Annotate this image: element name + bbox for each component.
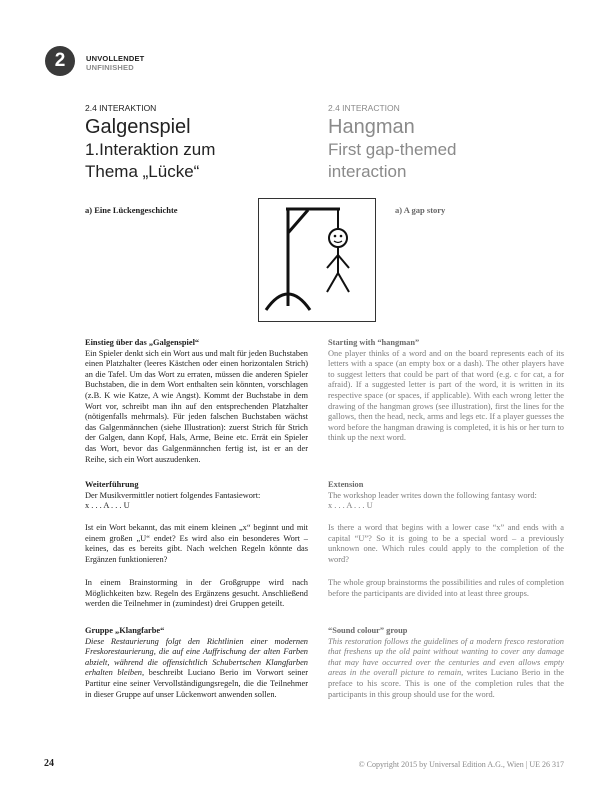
- de-quote-rest: beschreibt Luciano Berio im Vorwort seiner Partitur eine seiner Vervollständigungsregeln, die die Teilnehmer in dieser Gruppe auf unser Lückenwort anwenden sollen.: [85, 668, 308, 699]
- de-intro-block: [85, 338, 308, 465]
- page-title-de: [85, 116, 215, 183]
- chapter-number-badge: 2: [45, 46, 75, 76]
- chapter-label: [86, 54, 144, 72]
- page-title-en: [328, 116, 457, 183]
- chapter-label-de: UNVOLLENDET: [86, 54, 145, 63]
- de-paragraph-question: Ist ein Wort bekannt, das mit einem kleinen „x“ beginnt und mit einem großen „U“ endet? Es wird also ein besonderes Wort – keines, das es bereits gibt. Nach welchen Regeln könnte das Ergänzen funktionieren?: [85, 523, 308, 564]
- page-number: 24: [44, 758, 54, 769]
- section-label-de: 2.4 INTERAKTION: [85, 103, 157, 113]
- en-group-block: [328, 626, 564, 700]
- en-fantasy-word: x . . . A . . . U: [328, 501, 373, 511]
- de-brainstorm-block: [85, 578, 308, 610]
- title-en-line2: First gap-themed: [328, 140, 457, 159]
- en-paragraph-group: [328, 637, 564, 701]
- hangman-eye-right: [340, 235, 343, 238]
- story-label-de: a) Eine Lückengeschichte: [85, 205, 178, 215]
- de-quote-italic: Diese Restaurierung folgt den Richtlinien einer modernen Freskorestaurierung, die auf eine Auffrischung der alten Farben abzielt, während die offensichtlich Schubertschen Klangfarben erhalten bleiben,: [85, 636, 308, 678]
- de-extension-block: [85, 480, 308, 512]
- en-paragraph-question: Is there a word that begins with a lower case “x” and ends with a capital “U”? So it is going to be a special word – a previously unknown one. Which rules could apply to the completion of the word?: [328, 523, 564, 564]
- de-question-block: [85, 523, 308, 565]
- de-heading-group: Gruppe „Klangfarbe“: [85, 626, 165, 635]
- de-fantasy-word: x . . . A . . . U: [85, 501, 130, 511]
- en-quote-italic: This restoration follows the guidelines of a modern fresco restoration that freshens up the old paint without wanting to cover any damage that may have occurred over the centuries and even allows empty areas in the overall picture to remain,: [328, 636, 564, 678]
- de-group-block: [85, 626, 308, 700]
- de-heading-extension: Weiterführung: [85, 480, 139, 489]
- copyright-notice: © Copyright 2015 by Universal Edition A.G., Wien | UE 26 317: [358, 760, 564, 769]
- de-paragraph-brainstorm: In einem Brainstorming in der Großgruppe wird nach Möglichkeiten bzw. Regeln des Ergänzens gesucht. Anschließend werden die Teilnehmer in (zumindest) drei Gruppen geteilt.: [85, 578, 308, 609]
- section-label-en: 2.4 INTERACTION: [328, 103, 400, 113]
- title-de-line3: Thema „Lücke“: [85, 162, 200, 181]
- en-paragraph-intro: One player thinks of a word and on the board represents each of its letters with a space (an empty box or a dash). The other players have to suggest letters that could be part of that word (e.g. c for cat, a for afraid). If a suggested letter is part of the word, it is written in its respective space (or spaces, if applicable). With each wrong letter the drawing of the hangman grows (see illustration), first the lines for the gallows, then the head, neck, arms and legs etc. If a player guesses the word before the hangman drawing is completed, it is his or her turn to think up the next word.: [328, 348, 564, 443]
- en-question-block: [328, 523, 564, 565]
- en-paragraph-extension: The workshop leader writes down the following fantasy word:: [328, 490, 537, 500]
- en-quote-rest: writes Luciano Berio in the preface to his score. This is one of the completion rules that the participants in this group should use for the word.: [328, 668, 565, 699]
- en-intro-block: [328, 338, 564, 444]
- en-brainstorm-block: [328, 578, 564, 599]
- title-en-line3: interaction: [328, 162, 407, 181]
- en-heading-extension: Extension: [328, 480, 364, 489]
- de-paragraph-extension: Der Musikvermittler notiert folgendes Fantasiewort:: [85, 490, 261, 500]
- title-de-main: Galgenspiel: [85, 116, 191, 138]
- de-paragraph-intro: Ein Spieler denkt sich ein Wort aus und malt für jeden Buchstaben einen Platzhalter (leeres Kästchen oder einen horizontalen Strich) an die Tafel. Um das Wort zu erraten, müssen die anderen Spieler Buchstaben, die in dem Wort enthalten sein könnten, vorschlagen (z.B. K wie Katze, A wie Angst). Kommt der Buchstabe in dem Wort vor, schreibt man ihn auf den entsprechenden Platzhalter (nötigenfalls mehrmals). Für jeden falschen Buchstaben wächst das Galgenmännchen (siehe Illustration): zuerst Strich für Strich der Galgen, dann Kopf, Hals, Arme, Beine etc. Errät ein Spieler das Wort, bevor das Galgenmännchen fertig ist, ist er an der Reihe, sich ein Wort auszudenken.: [85, 348, 308, 464]
- title-en-main: Hangman: [328, 116, 415, 138]
- en-heading-group: “Sound colour” group: [328, 626, 408, 635]
- story-label-en: a) A gap story: [395, 205, 446, 215]
- hangman-illustration: [258, 198, 376, 322]
- de-paragraph-group: [85, 637, 308, 701]
- title-de-line2: 1.Interaktion zum: [85, 140, 216, 159]
- en-extension-block: [328, 480, 564, 512]
- chapter-label-en: UNFINISHED: [86, 63, 134, 72]
- en-heading-intro: Starting with “hangman”: [328, 338, 420, 347]
- hangman-eye-left: [334, 235, 337, 238]
- illustration-frame: [259, 199, 376, 322]
- de-heading-intro: Einstieg über das „Galgenspiel“: [85, 338, 200, 347]
- en-paragraph-brainstorm: The whole group brainstorms the possibilities and rules of completion before the participants are divided into at least three groups.: [328, 578, 564, 598]
